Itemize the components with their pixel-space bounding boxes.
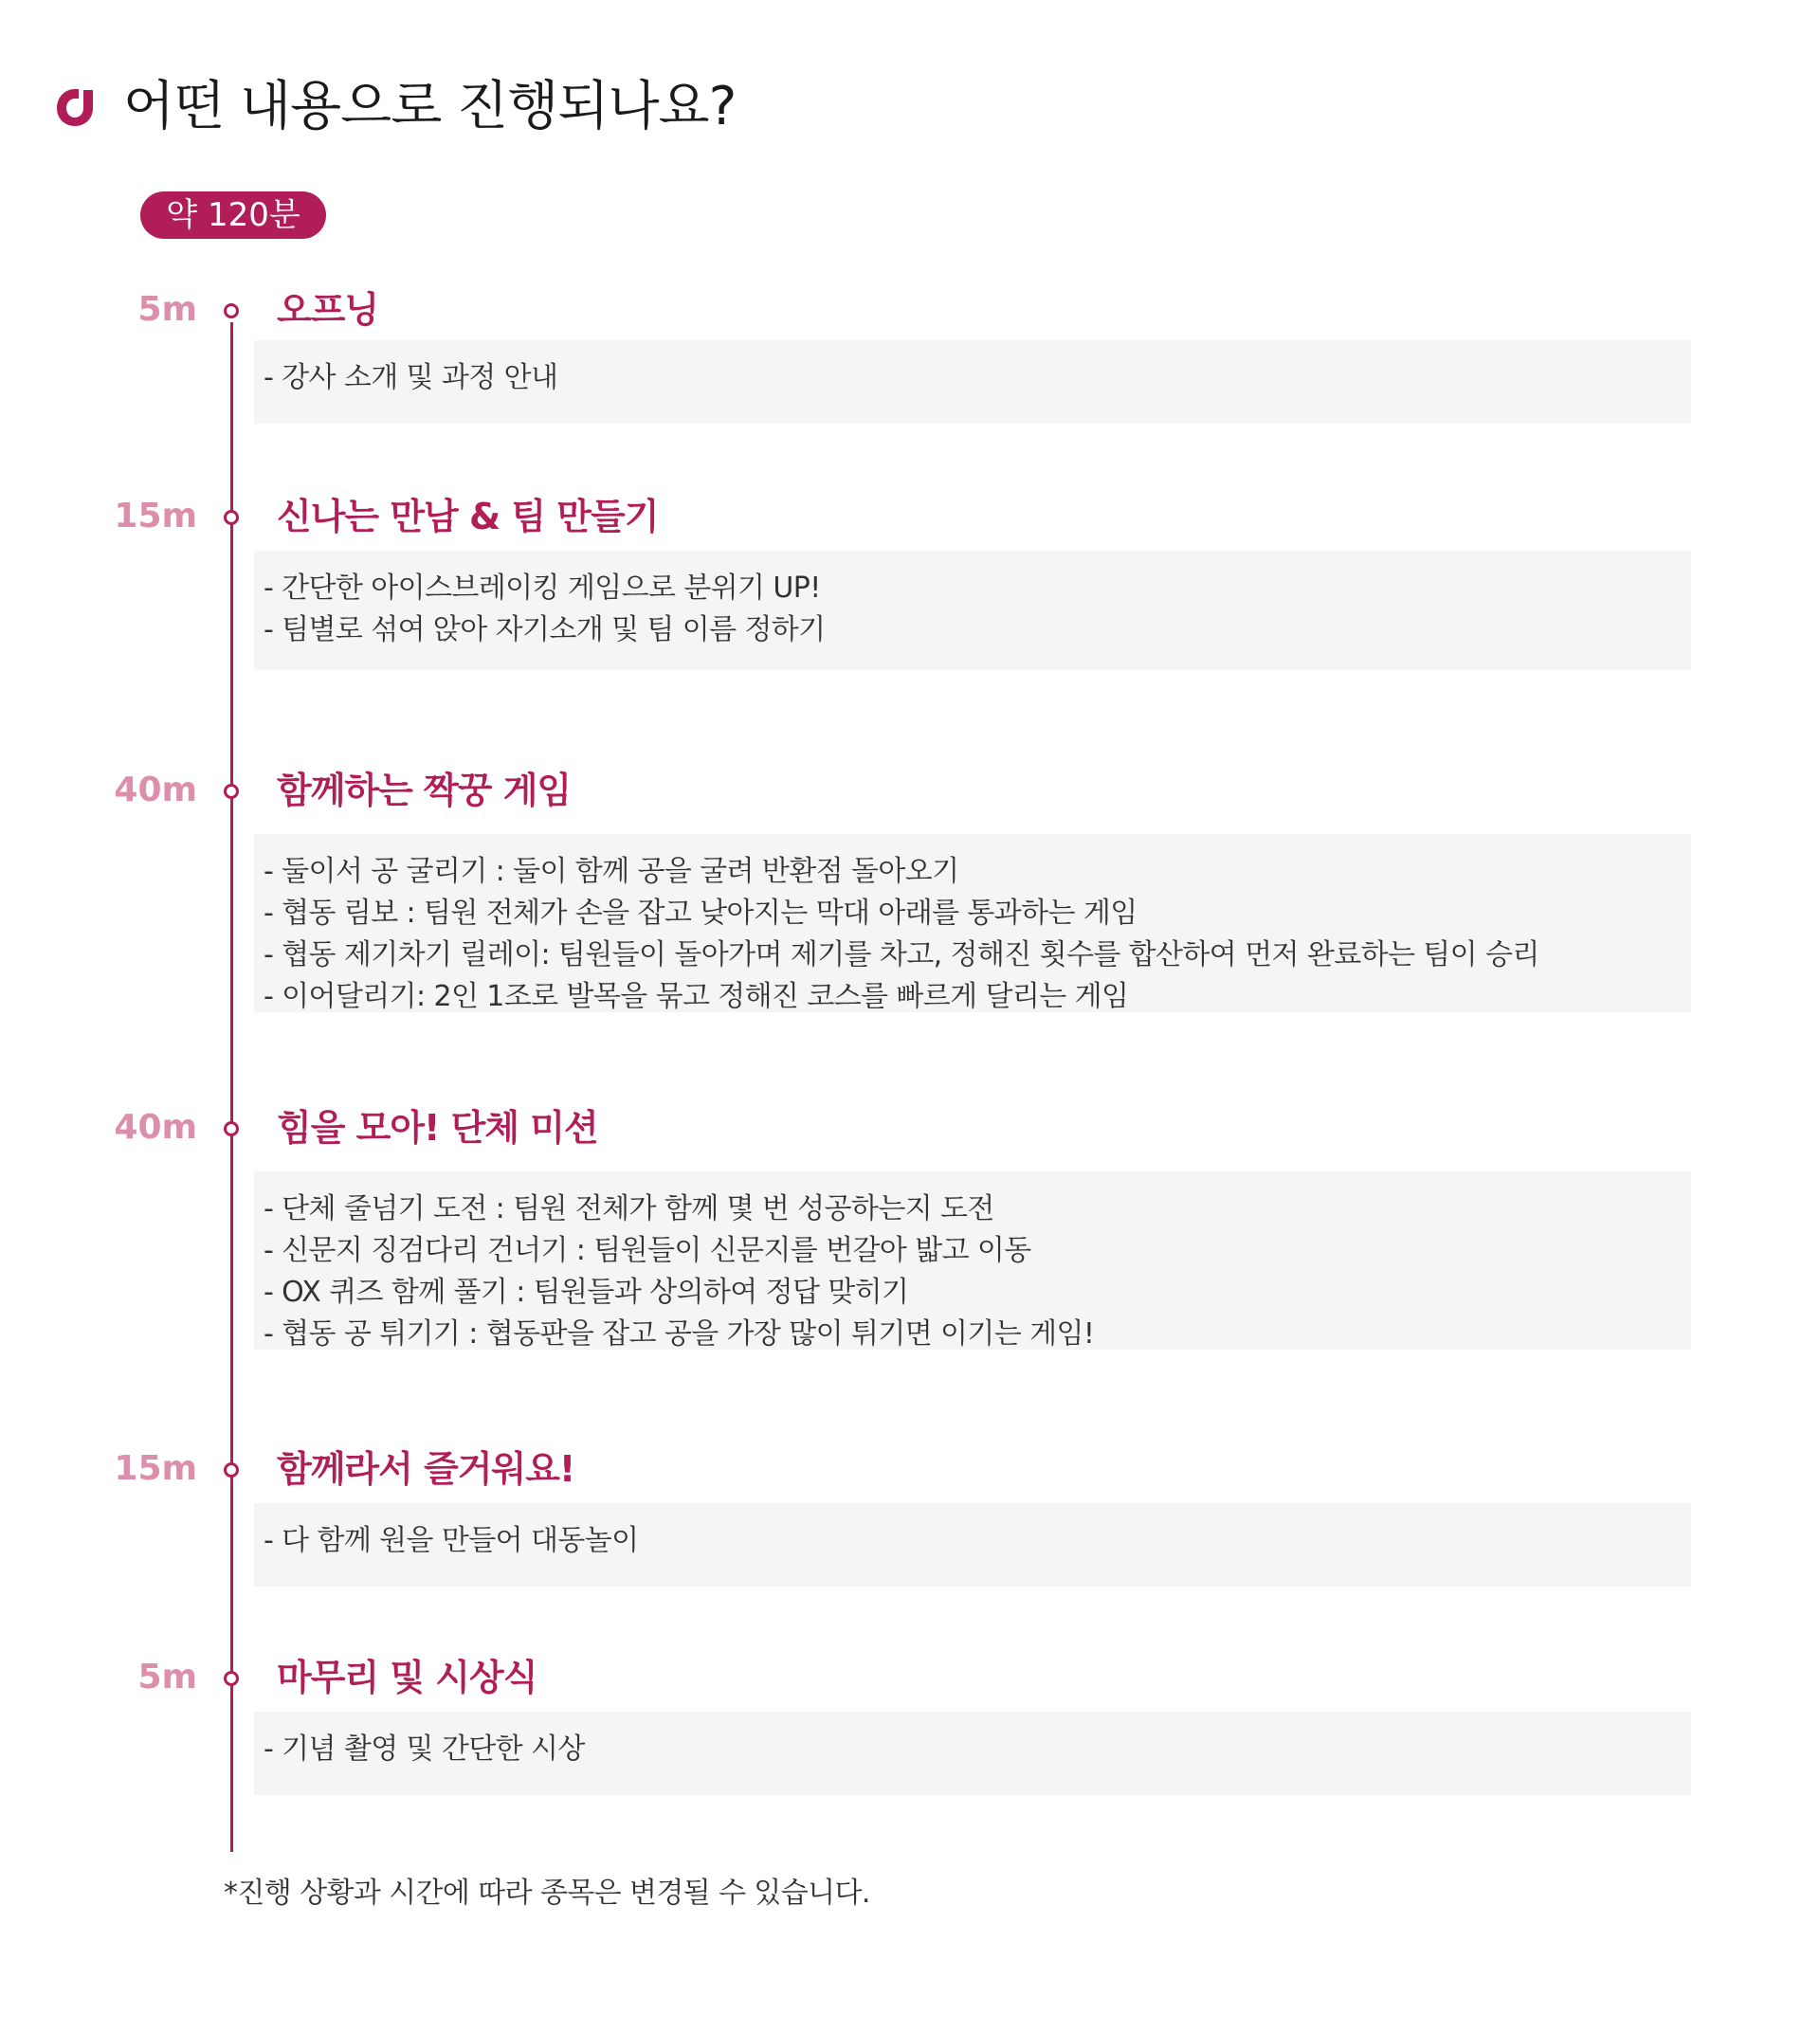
phase-detail-line: - 강사 소개 및 과정 안내 <box>264 361 558 394</box>
phase-detail-line: - 기념 촬영 및 간단한 시상 <box>264 1733 585 1766</box>
phase-time: 5m <box>137 290 197 329</box>
footnote: *진행 상황과 시간에 따라 종목은 변경될 수 있습니다. <box>224 1877 870 1910</box>
phase-detail-box <box>254 340 1691 424</box>
timeline-line <box>230 322 233 1852</box>
timeline-dot <box>224 1462 239 1478</box>
phase-detail-box <box>254 1712 1691 1795</box>
timeline-dot <box>224 784 239 799</box>
brand-logo-icon <box>49 82 100 133</box>
phase-time: 5m <box>137 1658 197 1696</box>
phase-detail-line: - 협동 림보 : 팀원 전체가 손을 잡고 낮아지는 막대 아래를 통과하는 게임 <box>264 897 1138 930</box>
phase-time: 15m <box>114 1449 197 1488</box>
phase-detail-line: - 팀별로 섞여 앉아 자기소개 및 팀 이름 정하기 <box>264 613 826 646</box>
timeline-dot <box>224 1121 239 1136</box>
timeline-dot <box>224 303 239 318</box>
phase-detail-line: - 단체 줄넘기 도전 : 팀원 전체가 함께 몇 번 성공하는지 도전 <box>264 1192 994 1225</box>
timeline-dot <box>224 510 239 525</box>
phase-detail-box <box>254 551 1691 670</box>
timeline-dot <box>224 1671 239 1686</box>
phase-title: 함께라서 즐거워요! <box>277 1448 575 1490</box>
total-duration-badge: 약 120분 <box>140 191 326 239</box>
page-title: 어떤 내용으로 진행되나요? <box>123 76 737 137</box>
phase-title: 마무리 및 시상식 <box>277 1657 537 1698</box>
phase-detail-line: - 협동 공 튀기기 : 협동판을 잡고 공을 가장 많이 튀기면 이기는 게임! <box>264 1317 1095 1351</box>
phase-detail-box <box>254 1503 1691 1587</box>
page-header <box>49 74 736 140</box>
phase-detail-line: - 협동 제기차기 릴레이: 팀원들이 돌아가며 제기를 차고, 정해진 횟수를 합산하여 먼저 완료하는 팀이 승리 <box>264 938 1539 971</box>
phase-time: 15m <box>114 497 197 535</box>
phase-detail-line: - 둘이서 공 굴리기 : 둘이 함께 공을 굴려 반환점 돌아오기 <box>264 855 959 888</box>
phase-title: 함께하는 짝꿍 게임 <box>277 770 572 811</box>
phase-detail-box <box>254 834 1691 1012</box>
phase-detail-box <box>254 1171 1691 1350</box>
phase-title: 오프닝 <box>277 289 379 331</box>
phase-detail-line: - 신문지 징검다리 건너기 : 팀원들이 신문지를 번갈아 밟고 이동 <box>264 1234 1031 1267</box>
phase-time: 40m <box>114 1108 197 1147</box>
phase-detail-line: - 다 함께 원을 만들어 대동놀이 <box>264 1524 639 1557</box>
phase-title: 힘을 모아! 단체 미션 <box>277 1107 598 1149</box>
phase-title: 신나는 만남 & 팀 만들기 <box>277 496 659 537</box>
phase-detail-line: - OX 퀴즈 함께 풀기 : 팀원들과 상의하여 정답 맞히기 <box>264 1276 909 1309</box>
phase-detail-line: - 이어달리기: 2인 1조로 발목을 묶고 정해진 코스를 빠르게 달리는 게임 <box>264 980 1129 1013</box>
phase-time: 40m <box>114 771 197 809</box>
phase-detail-line: - 간단한 아이스브레이킹 게임으로 분위기 UP! <box>264 572 821 605</box>
